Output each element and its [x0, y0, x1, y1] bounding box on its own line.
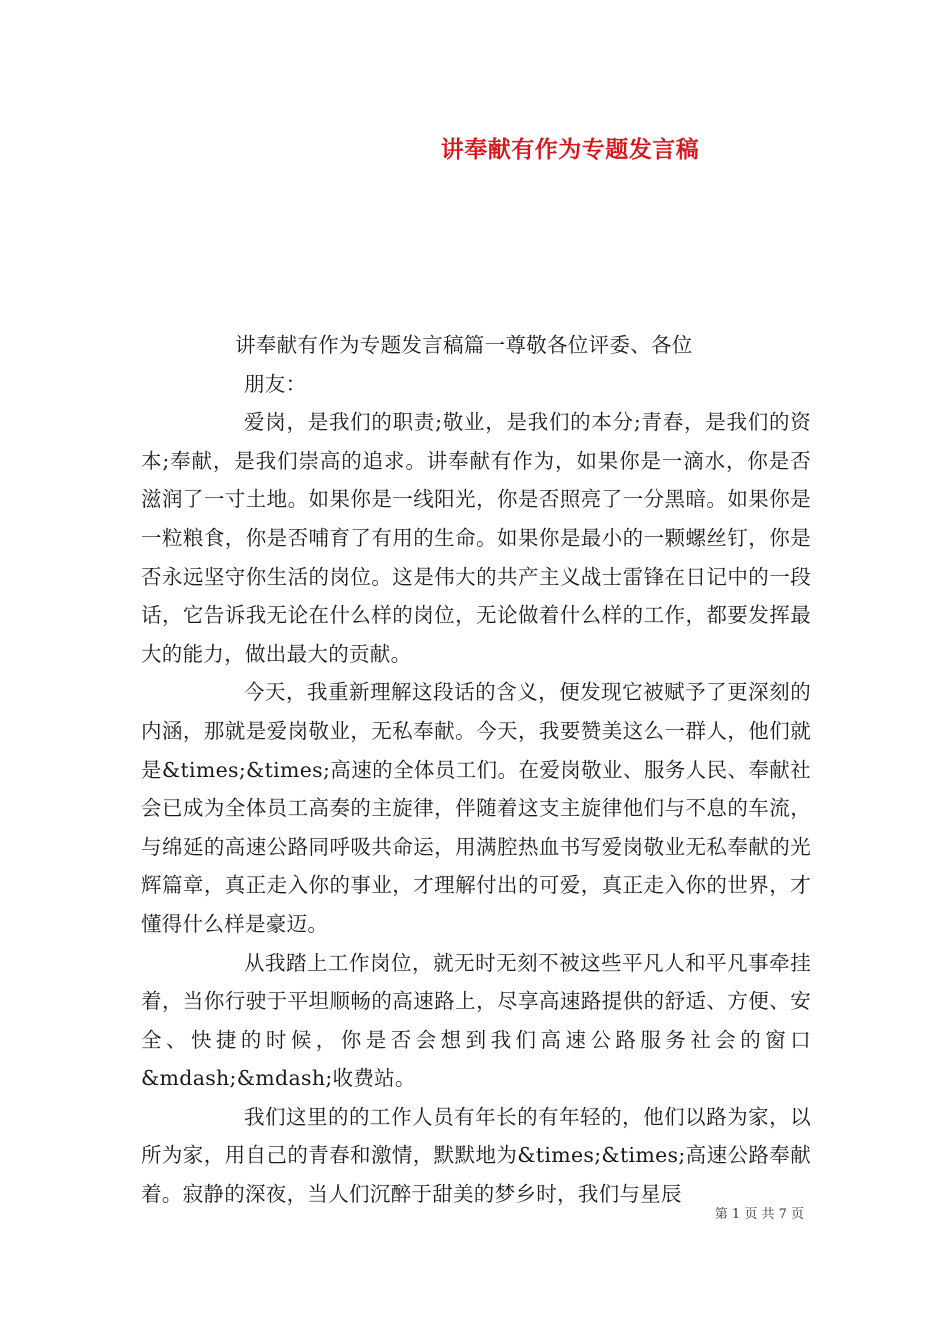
paragraph-2: 今天，我重新理解这段话的含义，便发现它被赋予了更深刻的内涵，那就是爱岗敬业，无私奉献。今天，我要赞美这么一群人，他们就是&times;&times;高速的全体员工们。在爱岗敬业、服务人民、奉献社会已成为全体员工高奏的主旋律，伴随着这支主旋律他们与不息的车流，与绵延的高速公路同呼吸共命运，用满腔热血书写爱岗敬业无私奉献的光辉篇章，真正走入你的事业，才理解付出的可爱，真正走入你的世界，才懂得什么样是豪迈。 — [141, 680, 811, 936]
page-number: 第 1 页 共 7 页 — [714, 1207, 804, 1222]
paragraph-1: 爱岗，是我们的职责;敬业，是我们的本分;青春，是我们的资本;奉献，是我们崇高的追求。讲奉献有作为，如果你是一滴水，你是否滋润了一寸土地。如果你是一线阳光，你是否照亮了一分黑暗。如果你是一粒粮食，你是否哺育了有用的生命。如果你是最小的一颗螺丝钉，你是否永远坚守你生活的岗位。这是伟大的共产主义战士雷锋在日记中的一段话，它告诉我无论在什么样的岗位，无论做着什么样的工作，都要发挥最大的能力，做出最大的贡献。 — [141, 410, 811, 666]
paragraph-3: 从我踏上工作岗位，就无时无刻不被这些平凡人和平凡事牵挂着，当你行驶于平坦顺畅的高速路上，尽享高速路提供的舒适、方便、安全、快捷的时候，你是否会想到我们高速公路服务社会的窗口&mdash;&mdash;收费站。 — [141, 950, 811, 1091]
salutation: 朋友： — [244, 371, 307, 396]
document-body — [141, 326, 811, 1214]
document-title: 讲奉献有作为专题发言稿 — [440, 136, 700, 163]
intro-line: 讲奉献有作为专题发言稿篇一尊敬各位评委、各位 — [235, 333, 693, 357]
paragraph-4: 我们这里的的工作人员有年长的有年轻的，他们以路为家，以所为家，用自己的青春和激情，默默地为&times;&times;高速公路奉献着。寂静的深夜，当人们沉醉于甜美的梦乡时，我们与星辰 — [141, 1104, 811, 1207]
